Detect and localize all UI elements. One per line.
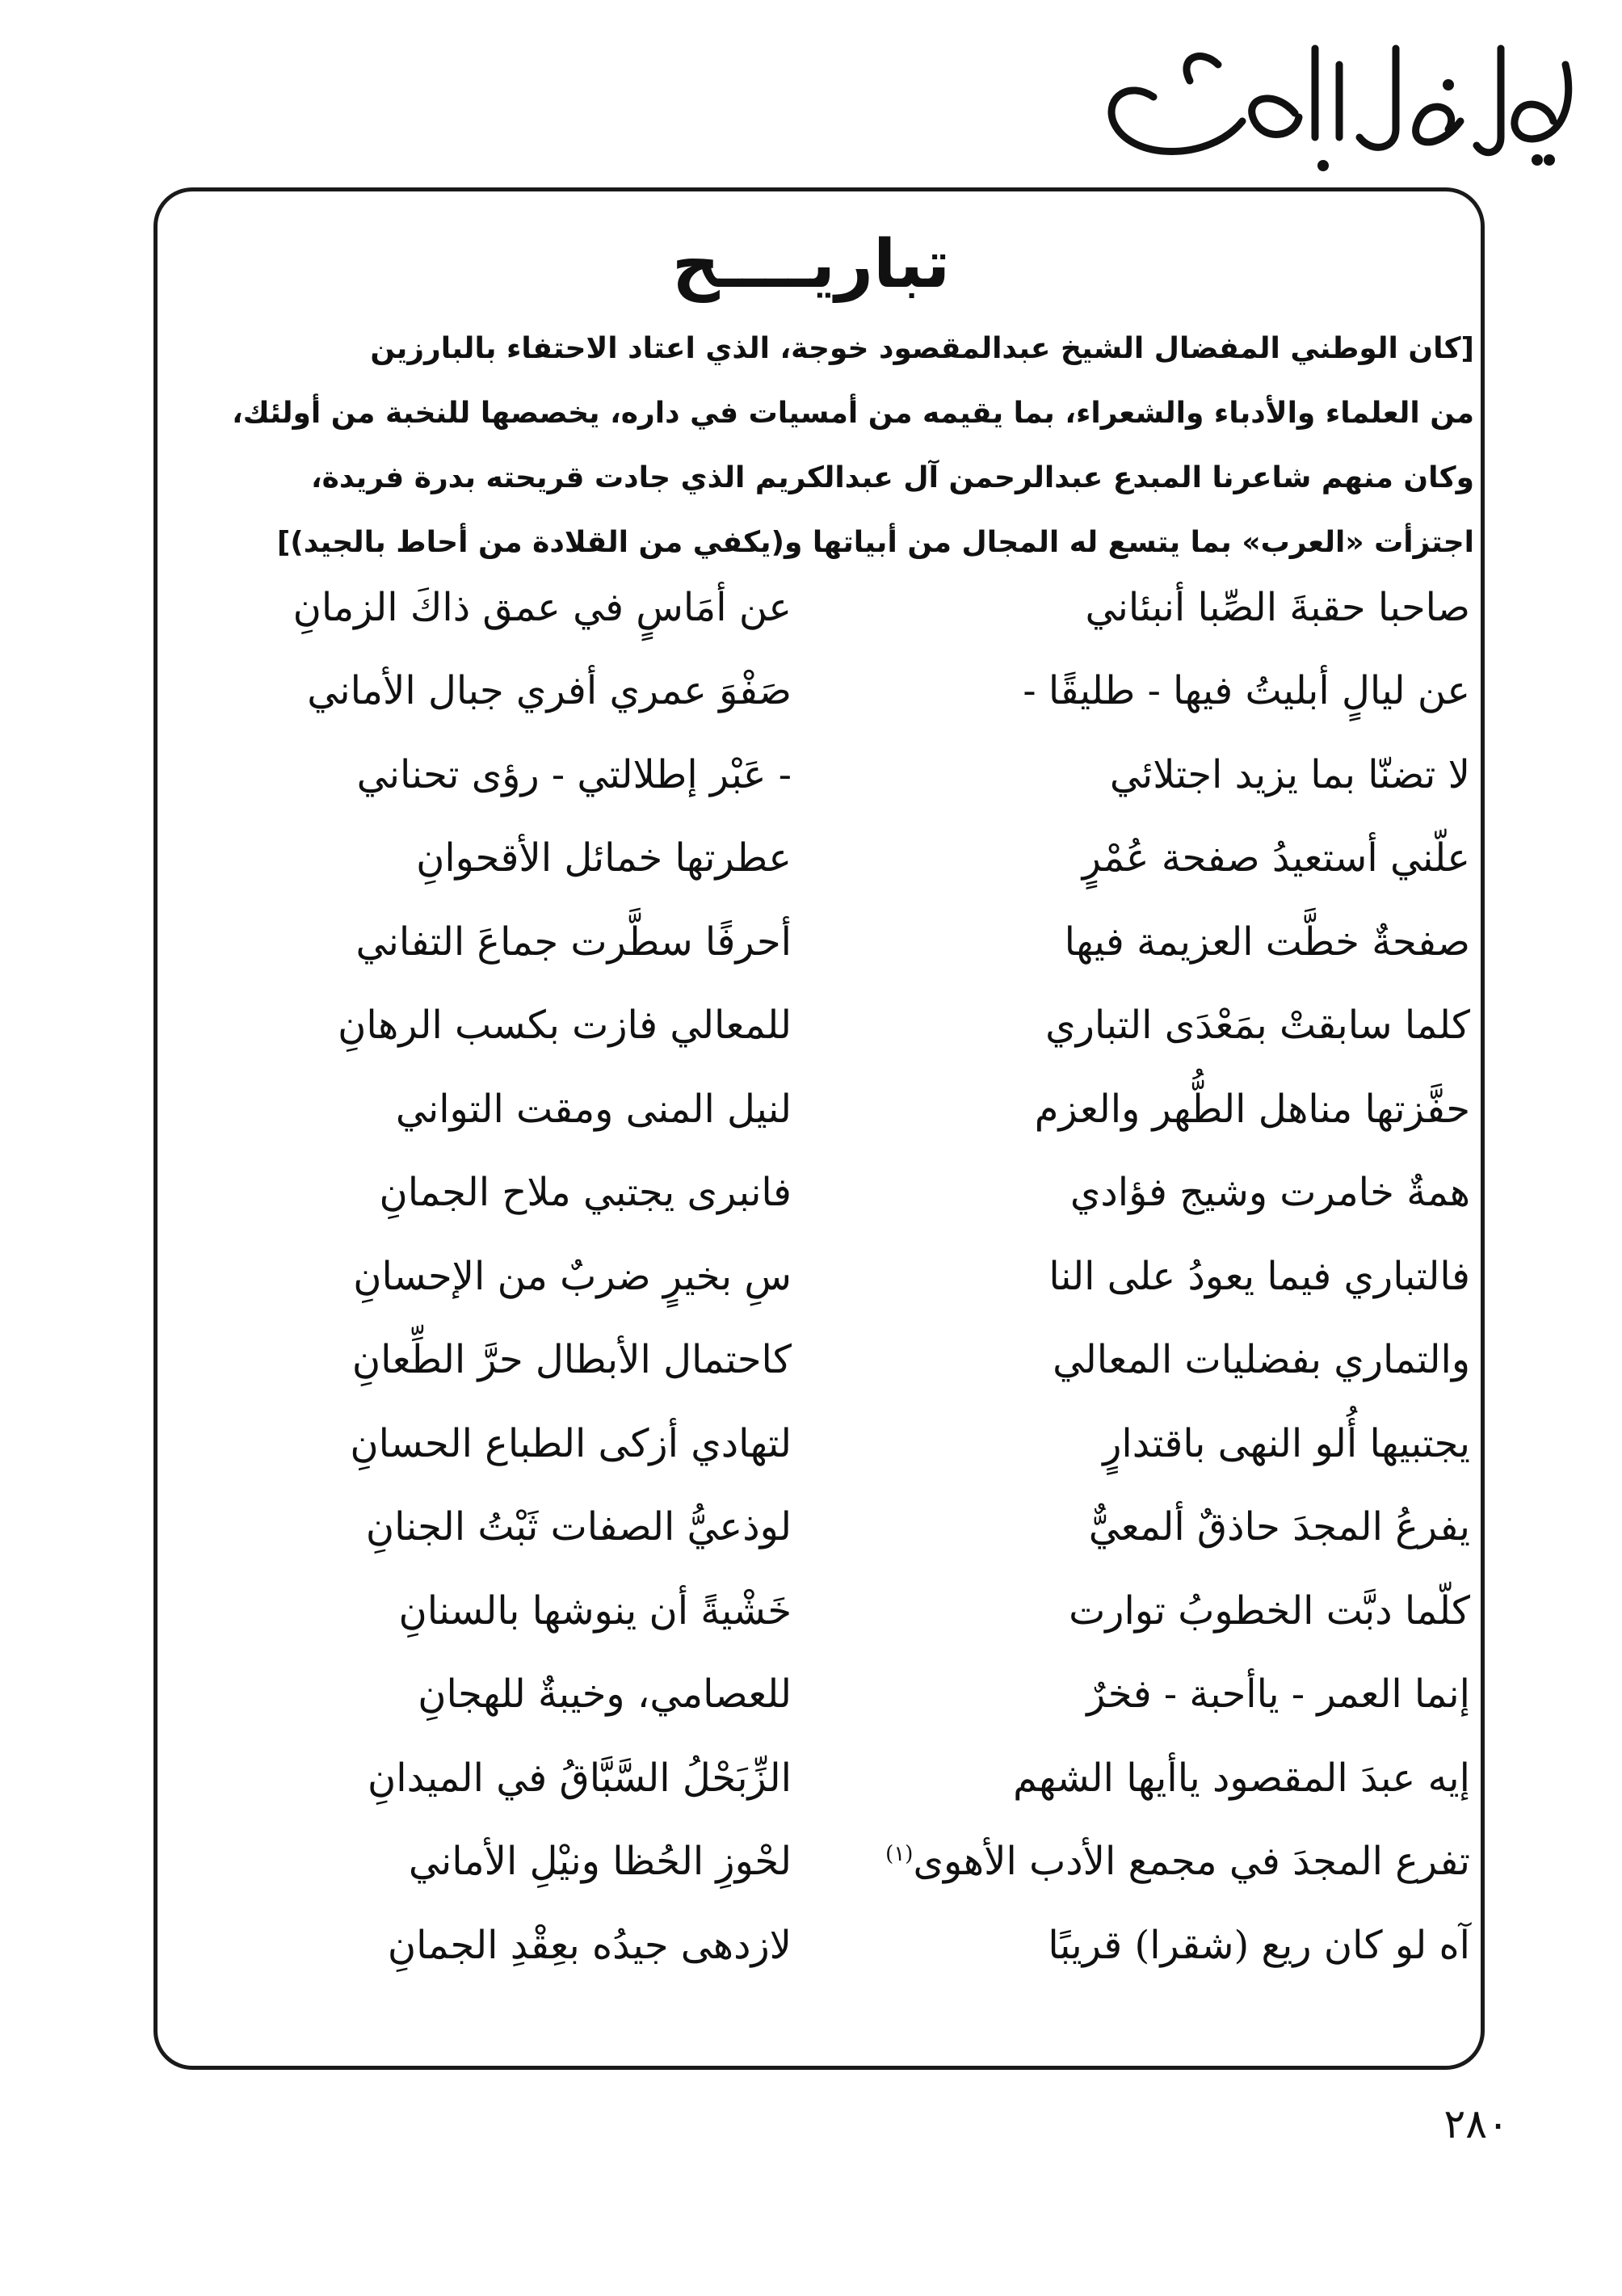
verse-second-hemistich: أحرفًا سطَّرت جماعَ التفاني (355, 919, 792, 965)
verse-row (178, 1653, 1470, 1737)
verse-second-hemistich: للمعالي فازت بكسب الرهانِ (338, 1003, 792, 1049)
verse-second-hemistich: عن أمَاسٍ في عمق ذاكَ الزمانِ (292, 584, 792, 630)
verse-first-hemistich (856, 1839, 1470, 1884)
verse-second-hemistich: خَشْيةً أن ينوشها بالسنانِ (398, 1587, 792, 1634)
verse-row (178, 1903, 1470, 1987)
verse-first-hemistich: همةٌ خامرت وشيج فؤادي (1069, 1170, 1470, 1216)
verse-row (178, 1736, 1470, 1820)
verse-first-text: تفرع المجدَ في مجمع الأدب الأهوى (913, 1839, 1470, 1885)
verse-first-hemistich: كلّما دبَّت الخطوبُ توارت (1069, 1587, 1470, 1634)
intro-line: وكان منهم شاعرنا المبدع عبدالرحمن آل عبدالكريم الذي جادت قريحته بدرة فريدة، (310, 461, 1474, 494)
verse-row (178, 900, 1470, 984)
verse-second-hemistich: الزِّبَحْلُ السَّبَّاقُ في الميدانِ (368, 1755, 792, 1801)
verse-first-hemistich: حفَّزتها مناهل الطُّهر والعزم (1034, 1086, 1470, 1132)
verse-first-hemistich: صفحةٌ خطَّت العزيمة فيها (1064, 919, 1470, 965)
verse-second-hemistich: لنيل المنى ومقت التواني (395, 1086, 792, 1132)
verse-first-hemistich: آه لو كان ريع (شقرا) قريبًا (1048, 1922, 1470, 1968)
poem-title: تباريــــح (671, 226, 951, 303)
verse-second-hemistich: لازدهى جيدُه بعِقْدِ الجمانِ (387, 1922, 792, 1968)
verse-row (178, 1569, 1470, 1653)
intro-paragraph (166, 317, 1474, 575)
verse-second-hemistich: عطرتها خمائل الأقحوانِ (416, 835, 792, 881)
page-number: ٢٨٠ (1443, 2100, 1509, 2147)
diwan-al-arab-calligraphy (1081, 16, 1598, 178)
verse-row (178, 1151, 1470, 1235)
poem-verses (178, 566, 1470, 1987)
verse-row (178, 650, 1470, 734)
intro-line: من العلماء والأدباء والشعراء، بما يقيمه من أمسيات في داره، يخصصها للنخبة من أولئك، (232, 397, 1474, 430)
verse-first-hemistich: والتماري بفضليات المعالي (1053, 1337, 1470, 1383)
verse-second-hemistich: لحْوزِ الحُظا ونيْلِ الأماني (408, 1839, 792, 1885)
intro-line: اجتزأت «العرب» بما يتسع له المجال من أبياتها و(يكفي من القلادة من أحاط بالجيد)] (276, 526, 1474, 559)
verse-row (178, 566, 1470, 650)
verse-first-hemistich: فالتباري فيما يعودُ على النا (1048, 1253, 1470, 1299)
verse-row (178, 1820, 1470, 1904)
verse-first-hemistich: عن ليالٍ أبليتُ فيها - طليقًا - (1023, 668, 1470, 714)
intro-line: [كان الوطني المفضال الشيخ عبدالمقصود خوجة، الذي اعتاد الاحتفاء بالبارزين (370, 332, 1474, 365)
verse-second-hemistich: لوذعيُّ الصفات ثَبْتُ الجنانِ (365, 1504, 792, 1550)
verse-second-hemistich: - عَبْر إطلالتي - رؤى تحناني (356, 751, 792, 797)
magazine-logo (1081, 16, 1598, 178)
verse-first-hemistich: إيه عبدَ المقصود ياأيها الشهم (1013, 1755, 1470, 1801)
verse-row (178, 1486, 1470, 1570)
verse-row (178, 817, 1470, 901)
verse-first-hemistich: يجتبيها أُلو النهى باقتدارٍ (1103, 1420, 1470, 1466)
verse-first-hemistich: إنما العمر - ياأحبة - فخرٌ (1086, 1672, 1470, 1718)
verse-row (178, 1234, 1470, 1318)
verse-first-hemistich: صاحبا حقبةَ الصِّبا أنبئاني (1085, 584, 1470, 630)
verse-second-hemistich: للعصامي، وخيبةٌ للهجانِ (418, 1672, 792, 1718)
verse-row (178, 733, 1470, 817)
verse-row (178, 1067, 1470, 1151)
verse-second-hemistich: كاحتمال الأبطال حرَّ الطِّعانِ (351, 1337, 792, 1383)
footnote-marker: (١) (885, 1842, 914, 1867)
verse-first-hemistich: يفرعُ المجدَ حاذقٌ ألمعيٌّ (1088, 1504, 1470, 1550)
verse-second-hemistich: فانبرى يجتبي ملاح الجمانِ (379, 1170, 792, 1216)
verse-row (178, 984, 1470, 1068)
verse-first-hemistich: لا تضنّا بما يزيد اجتلائي (1109, 751, 1470, 797)
verse-first-hemistich: علّني أستعيدُ صفحة عُمْرٍ (1082, 835, 1470, 881)
verse-first-hemistich: كلما سابقتْ بمَعْدَى التباري (1045, 1003, 1470, 1049)
verse-row (178, 1318, 1470, 1402)
verse-second-hemistich: سِ بخيرٍ ضربٌ من الإحسانِ (353, 1253, 792, 1299)
verse-second-hemistich: صَفْوَ عمري أفري جبال الأماني (307, 668, 792, 714)
verse-second-hemistich: لتهادي أزكى الطباع الحسانِ (350, 1420, 792, 1466)
verse-row (178, 1402, 1470, 1486)
